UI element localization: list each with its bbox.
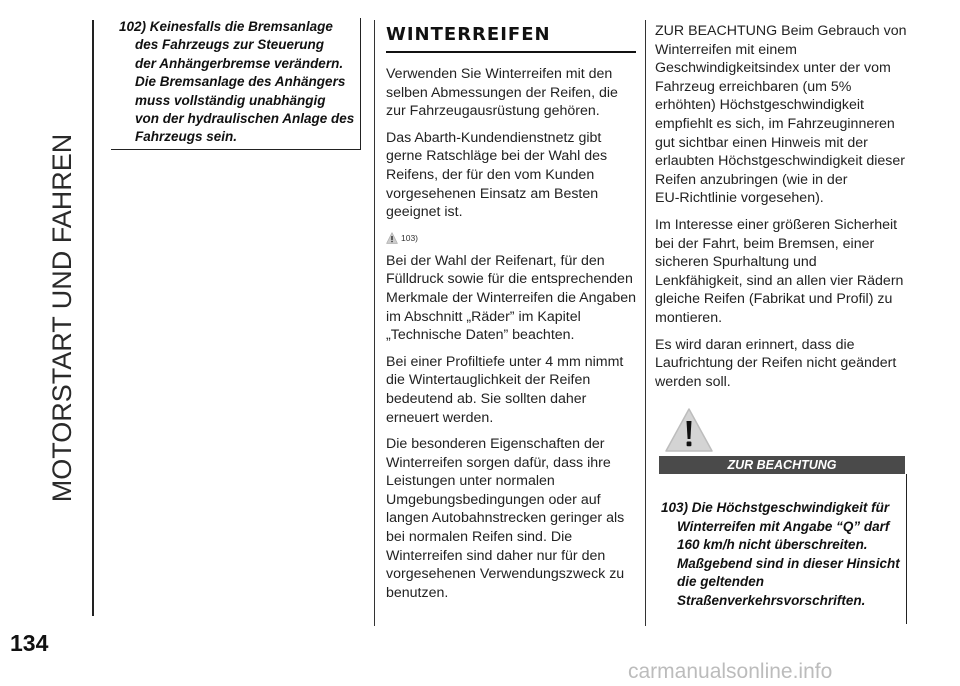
text-line: bedeutend ab. Sie sollten daher — [386, 390, 587, 407]
text-line: gut sichtbar einen Hinweis mit der — [655, 134, 868, 151]
text-line: Verwenden Sie Winterreifen mit den — [386, 66, 613, 82]
column-divider-right — [645, 20, 646, 626]
column-divider-left — [374, 20, 375, 626]
text-line: im Abschnitt „Räder” im Kapitel — [386, 308, 581, 325]
text-line: gerne Ratschläge bei der Wahl des — [386, 148, 608, 165]
text-line: ZUR BEACHTUNG Beim Gebrauch von — [655, 23, 907, 39]
note-line: muss vollständig unabhängig — [135, 92, 326, 108]
text-line: werden soll. — [655, 373, 731, 390]
text-line: Es wird daran erinnert, dass die — [655, 336, 855, 353]
paragraph-beachtung — [655, 22, 911, 208]
text-line: selben Abmessungen der Reifen, die — [386, 84, 618, 101]
text-line: Das Abarth-Kundendienstnetz gibt — [386, 129, 602, 146]
warning-reference — [386, 228, 636, 249]
text-line: die Wintertauglichkeit der Reifen — [386, 372, 591, 389]
text-line: benutzen. — [386, 584, 449, 601]
text-line: Winterreifen mit einem — [655, 41, 797, 58]
paragraph-1 — [386, 65, 636, 121]
text-line: Die besonderen Eigenschaften der — [386, 436, 605, 453]
paragraph-5 — [386, 435, 636, 602]
text-line: Bei der Wahl der Reifenart, für den — [386, 252, 605, 269]
note-102 — [119, 18, 359, 147]
warning-line: Winterreifen mit Angabe “Q” darf — [677, 518, 890, 534]
text-line: sicheren Spurhaltung und — [655, 254, 817, 271]
text-line: vorgesehenen Einsatz am Besten — [386, 185, 599, 202]
warning-triangle-icon — [664, 407, 714, 453]
text-line: Laufrichtung der Reifen nicht geändert — [655, 355, 897, 372]
text-line: Umgebungsbedingungen oder auf — [386, 491, 601, 508]
paragraph-3 — [386, 252, 636, 345]
section-heading: WINTERREIFEN — [386, 24, 636, 53]
text-line: bei der Fahrt, beim Bremsen, einer — [655, 235, 875, 252]
text-line: Lenkfähigkeit, sind an allen vier Rädern — [655, 272, 904, 289]
text-line: Winterreifen sorgen dafür, dass ihre — [386, 454, 611, 471]
note-line: Die Bremsanlage des Anhängers — [135, 74, 346, 90]
text-line: Im Interesse einer größeren Sicherheit — [655, 216, 898, 233]
page-number: 134 — [10, 630, 49, 656]
text-line: Geschwindigkeitsindex unter der vom — [655, 60, 891, 77]
warning-banner: ZUR BEACHTUNG — [659, 456, 905, 474]
note-line: der Anhängerbremse verändern. — [135, 55, 344, 71]
text-line: Fülldruck sowie für die entsprechenden — [386, 271, 633, 288]
text-line: bei normalen Reifen sind. Die — [386, 529, 573, 546]
text-line: gleiche Reifen (Fabrikat und Profil) zu — [655, 291, 893, 308]
warning-triangle-icon — [386, 232, 398, 244]
note-102-body — [119, 36, 359, 146]
text-line: Reifens, der für den vom Kunden — [386, 166, 595, 183]
paragraph-2 — [386, 129, 636, 222]
warning-box — [659, 402, 907, 624]
note-line: von der hydraulischen Anlage des — [135, 111, 355, 127]
warning-line: die geltenden — [677, 574, 765, 590]
paragraph-4 — [386, 353, 636, 427]
warning-number: 103) — [661, 500, 689, 515]
warning-103 — [661, 499, 907, 611]
text-line: zur Fahrzeugausrüstung gehören. — [386, 103, 600, 120]
warning-first-line: Die Höchstgeschwindigkeit für — [691, 500, 890, 515]
text-line: Bei einer Profiltiefe unter 4 mm nimmt — [386, 353, 624, 370]
text-line: Leistungen unter normalen — [386, 473, 555, 490]
text-line: „Technische Daten” beachten. — [386, 327, 575, 344]
sidebar-divider — [92, 20, 94, 616]
note-102-first-line: Keinesfalls die Bremsanlage — [149, 19, 333, 34]
text-line: erhöhten) Höchstgeschwindigkeit — [655, 97, 864, 114]
text-line: empfiehlt es sich, im Fahrzeuginneren — [655, 115, 895, 132]
text-line: Winterreifen sind daher nur für den — [386, 547, 606, 564]
text-line: vorgesehenen Verwendungszweck zu — [386, 566, 625, 583]
text-line: EU-Richtlinie vorgesehen). — [655, 190, 824, 207]
winterreifen-column — [386, 24, 636, 602]
warning-line: 160 km/h nicht überschreiten. — [677, 537, 868, 553]
text-line: erlaubten Höchstgeschwindigkeit dieser — [655, 153, 905, 170]
text-line: Reifen anzubringen (wie in der — [655, 171, 848, 188]
text-line: langen Autobahnstrecken geringer als — [386, 510, 625, 527]
watermark: carmanualsonline.info — [628, 660, 833, 683]
section-title-vertical: MOTORSTART UND FAHREN — [47, 133, 77, 503]
note-line: des Fahrzeugs zur Steuerung — [135, 37, 325, 53]
warning-body — [661, 518, 907, 611]
note-line: Fahrzeugs sein. — [135, 129, 238, 145]
note-102-number: 102) — [119, 19, 147, 34]
reference-label: 103) — [401, 233, 419, 244]
warning-line: Straßenverkehrsvorschriften. — [677, 592, 866, 608]
warning-line: Maßgebend sind in dieser Hinsicht — [677, 555, 900, 571]
paragraph-laufrichtung — [655, 336, 911, 392]
text-line: erneuert werden. — [386, 409, 494, 426]
text-line: geeignet ist. — [386, 204, 463, 221]
right-column — [655, 22, 911, 391]
text-line: montieren. — [655, 309, 723, 326]
paragraph-sicherheit — [655, 216, 911, 328]
text-line: Merkmale der Winterreifen die Angaben — [386, 289, 636, 306]
text-line: Fahrzeug erreichbaren (um 5% — [655, 78, 852, 95]
